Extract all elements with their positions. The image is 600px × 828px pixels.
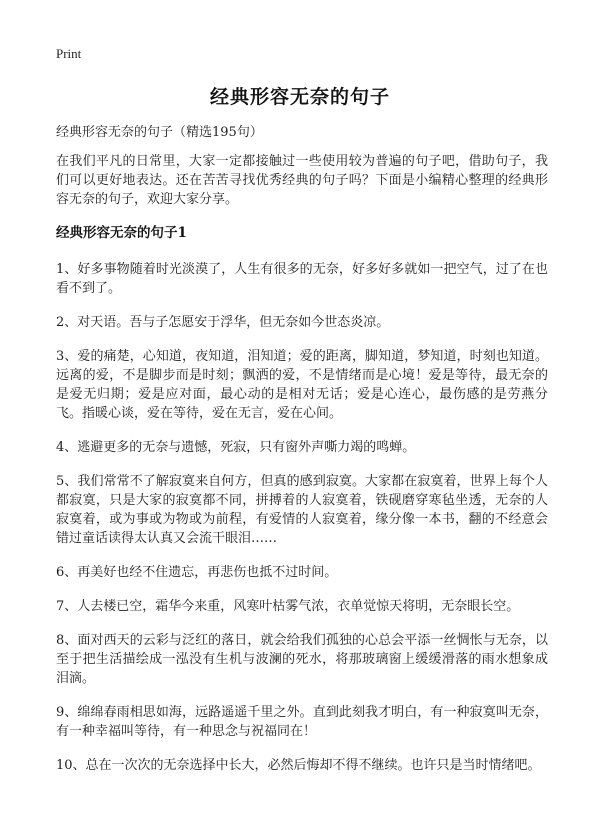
intro-paragraph: 在我们平凡的日常里，大家一定都接触过一些使用较为普遍的句子吧，借助句子，我们可以更好地表达。还在苦苦寻找优秀经典的句子吗？下面是小编精心整理的经典形容无奈的句子，欢迎大家分享。	[56, 154, 548, 207]
list-item: 2、对天语。吾与子怎愿安于浮华，但无奈如今世态炎凉。	[56, 315, 390, 330]
list-item: 3、爱的痛楚，心知道，夜知道，泪知道；爱的距离，脚知道，梦知道，时刻也知道。远离的爱，不是脚步而是时刻；飘洒的爱，不是情绪而是心境！爱是等待，最无奈的是爱无归期；爱是应对面，最心动的是相对无话；爱是心连心，最伤感的是劳燕分飞。指暖心谈，爱在等待，爱在无言，爱在心间。	[56, 349, 548, 421]
list-item: 9、绵绵春雨相思如海，远路遥遥千里之外。直到此刻我才明白，有一种寂寞叫无奈，有一种幸福叫等待，有一种思念与祝福同在！	[56, 705, 548, 739]
article-subtitle: 经典形容无奈的句子（精选195句）	[56, 125, 263, 140]
list-item: 5、我们常常不了解寂寞来自何方，但真的感到寂寞。大家都在寂寞着，世界上每个人都寂寞，只是大家的寂寞都不同，拼搏着的人寂寞着，铁砚磨穿寒毡坐透，无奈的人寂寞着，或为事或为物或为前程，有爱情的人寂寞着，缘分像一本书，翻的不经意会错过童话读得太认真又会流干眼泪……	[56, 474, 548, 546]
list-item: 7、人去楼已空，霜华今来重，风寒叶枯雾气浓，衣单觉惊天将明，无奈眼长空。	[56, 599, 520, 614]
section-heading: 经典形容无奈的句子1	[56, 225, 187, 241]
list-item: 10、总在一次次的无奈选择中长大，必然后悔却不得不继续。也许只是当时情绪吧。	[56, 758, 541, 773]
list-item: 8、面对西天的云彩与泛红的落日，就会给我们孤独的心总会平添一丝惆怅与无奈，以至于把生活描绘成一泓没有生机与波澜的死水，将那玻璃窗上缓缓滑落的雨水想象成泪滴。	[56, 633, 548, 686]
article-body	[56, 152, 548, 790]
article-title: 经典形容无奈的句子	[209, 86, 390, 108]
list-item: 6、再美好也经不住遗忘，再悲伤也抵不过时间。	[56, 565, 338, 580]
list-item: 1、好多事物随着时光淡漠了，人生有很多的无奈，好多好多就如一把空气，过了在也看不到了。	[56, 262, 548, 296]
list-item: 4、逃避更多的无奈与遗憾，死寂，只有窗外声嘶力竭的鸣蝉。	[56, 440, 416, 455]
print-link[interactable]: Print	[56, 46, 82, 61]
